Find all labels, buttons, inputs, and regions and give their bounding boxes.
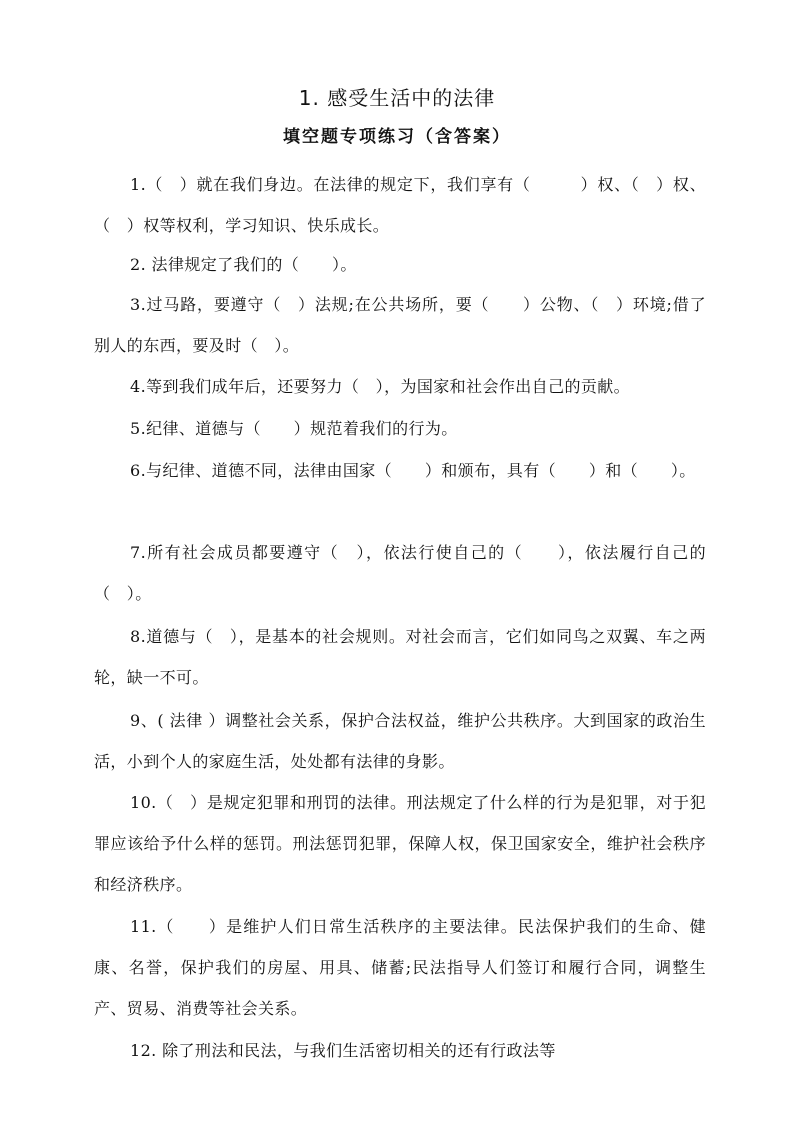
question-2: 2. 法律规定了我们的（ ）。 <box>130 255 357 274</box>
question-1: 1.（ ）就在我们身边。在法律的规定下，我们享有（ ）权、（ ）权、（ ）权等权利，学习知识、快乐成长。 <box>94 175 706 235</box>
question-5: 5.纪律、道德与（ ）规范着我们的行为。 <box>130 419 458 438</box>
page-title: 1. 感受生活中的法律 <box>298 86 496 110</box>
question-6: 6.与纪律、道德不同，法律由国家（ ）和颁布，具有（ ）和（ ）。 <box>130 461 696 480</box>
question-12: 12. 除了刑法和民法，与我们生活密切相关的还有行政法等 <box>130 1041 556 1060</box>
question-9: 9、( 法律 ）调整社会关系，保护合法权益，维护公共秩序。大到国家的政治生活，小到个人的家庭生活，处处都有法律的身影。 <box>94 711 706 771</box>
page-subtitle: 填空题专项练习（含答案） <box>283 127 511 147</box>
question-4: 4.等到我们成年后，还要努力（ ），为国家和社会作出自己的贡献。 <box>130 377 631 396</box>
question-7: 7.所有社会成员都要遵守（ ），依法行使自己的（ ），依法履行自己的（ ）。 <box>94 543 706 603</box>
question-8: 8.道德与（ ），是基本的社会规则。对社会而言，它们如同鸟之双翼、车之两轮，缺一不可。 <box>94 627 706 687</box>
question-11: 11.（ ）是维护人们日常生活秩序的主要法律。民法保护我们的生命、健康、名誉，保护我们的房屋、用具、储蓄;民法指导人们签订和履行合同，调整生产、贸易、消费等社会关系。 <box>94 917 706 1018</box>
question-3: 3.过马路，要遵守（ ）法规;在公共场所，要（ ）公物、（ ）环境;借了别人的东西，要及时（ ）。 <box>94 295 706 355</box>
question-10: 10.（ ）是规定犯罪和刑罚的法律。刑法规定了什么样的行为是犯罪，对于犯罪应该给予什么样的惩罚。刑法惩罚犯罪，保障人权，保卫国家安全，维护社会秩序和经济秩序。 <box>94 793 706 894</box>
